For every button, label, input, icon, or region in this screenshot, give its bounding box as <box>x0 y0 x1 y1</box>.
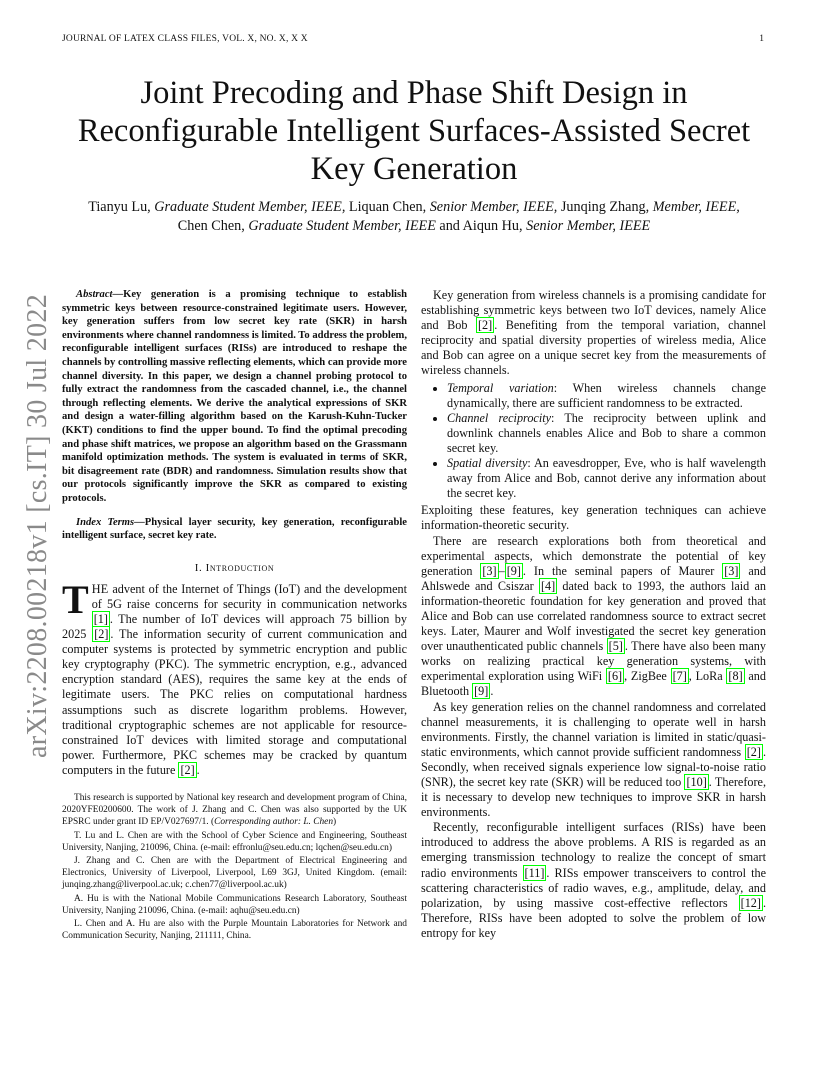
text-run: , LoRa <box>688 669 727 684</box>
citation-link[interactable]: [7] <box>672 669 687 684</box>
author-role: Senior Member, IEEE, <box>429 199 558 215</box>
abstract-text: —Key generation is a promising technique to establish symmetric keys between resource-constrained legitimate users. However, key generation suffers from low secret key rate (SKR) in harsh environments where channel randomness is limited. To address the problem, reconfigurable intelligent surfaces (RISs) are introduced to reshape the channels by controlling massive reflecting elements, which can provide more channel diversity. In this paper, we design a channel probing protocol to fully extract the randomness from the cascaded channel, i.e., the channel through reflecting elements. We derive the analytical expressions of SKR and design a water-filling algorithm based on the Karush-Kuhn-Tucker (KKT) conditions to find the upper bound. To find the optimal precoding and phase shift matrices, we propose an algorithm based on the Grassmann manifold optimization methods. The system is evaluated in terms of SKR, bit disagreement rate (BDR) and randomness. Simulation results show that our protocols significantly improve the SKR as compared to existing protocols. <box>62 289 408 504</box>
running-head: JOURNAL OF LATEX CLASS FILES, VOL. X, NO. X, X X <box>62 34 308 44</box>
list-item <box>447 411 766 456</box>
text-run: This research is supported by National key research and development program of China, 2020YFE0200600. The work of J. Zhang and C. Chen was also supported by the UK EPSRC under grant ID EP/V027697/1. ( <box>62 793 407 828</box>
citation-link[interactable]: [12] <box>740 895 761 910</box>
property-list <box>421 381 766 502</box>
text-run: . The information security of current communication and computer systems is protected by symmetric encryption and public key cryptography (PKC). The symmetric encryption, e.g., advanced encryption standard (AES), requires the same key at the ends of legitimate users. The PKC relies on computational hardness assumptions such as discrete logarithm problems. However, traditional cryptographic schemes are not applicable for resource-constrained IoT devices with limited storage and computational power. Furthermore, PKC schemes may be cracked by quantum computers in the future <box>62 627 408 777</box>
text-run: . In the seminal papers of Maurer <box>522 563 723 578</box>
page-number: 1 <box>759 34 764 44</box>
text-run: As key generation relies on the channel randomness and correlated channel measurements, it is challenging to operate well in harsh environments. Firstly, the channel variation is limited in static/quasi-static environments, which cannot provide sufficient randomness <box>421 699 766 759</box>
footnote: L. Chen and A. Hu are also with the Purple Mountain Laboratories for Network and Communication Security, Nanjing, 211111, China. <box>62 919 407 942</box>
author-role: Graduate Student Member, IEEE, <box>154 199 346 215</box>
citation-link[interactable]: [6] <box>607 669 623 684</box>
citation-link[interactable]: [2] <box>746 744 761 759</box>
text-run: . RISs empower transceivers to control the scattering characteristics of radio waves, e.g., amplitude, delay, and polarization, by using massive cost-effective reflectors <box>421 865 766 910</box>
text-run: Key generation from wireless channels is a promising candidate for establishing symmetric keys between two IoT devices, namely Alice and Bob <box>421 288 766 333</box>
text-run: . The number of IoT devices will approach 75 billion by 2025 <box>62 611 407 642</box>
author-name: Junqing Zhang, <box>557 199 653 215</box>
text-run: . <box>196 762 200 777</box>
citation-link[interactable]: [4] <box>540 578 556 593</box>
author-line <box>62 217 766 236</box>
title-line: Key Generation <box>310 151 518 187</box>
list-item-label: Temporal variation <box>447 380 554 395</box>
text-run: : The reciprocity between uplink and downlink channels enables Alice and Bob to share a common secret key. <box>447 410 766 455</box>
citation-link[interactable]: [3] <box>482 563 497 578</box>
body-paragraph <box>421 288 766 379</box>
body-paragraph <box>421 820 766 941</box>
left-column <box>62 288 407 943</box>
body-paragraph <box>421 534 766 700</box>
author-line <box>62 198 766 217</box>
text-run: , ZigBee <box>624 669 671 684</box>
text-run: ) <box>333 817 337 828</box>
list-item <box>447 381 766 411</box>
footnote: J. Zhang and C. Chen are with the Department of Electrical Engineering and Electronics, University of Liverpool, Liverpool, L69 3GJ, United Kingdom. (email: junqing.zhang@liverpool.ac.uk; c.chen77@liverpool.ac.uk) <box>62 856 407 891</box>
body-paragraph <box>421 700 766 821</box>
text-run: . Therefore, it is necessary to develop new techniques to improve SKR in harsh environments. <box>421 775 766 820</box>
citation-link[interactable]: [2] <box>180 762 195 777</box>
text-run: . Secondly, when received signals experience low signal-to-noise ratio (SNR), the secret key rate (SKR) will be reduced too <box>421 744 766 789</box>
intro-paragraph <box>62 576 408 778</box>
corresponding-author: Corresponding author: L. Chen <box>214 817 334 828</box>
citation-link[interactable]: [9] <box>474 684 489 699</box>
body-paragraph: Exploiting these features, key generation techniques can achieve information-theoretic security. <box>421 503 766 533</box>
footnotes <box>62 792 407 942</box>
abstract <box>62 288 407 506</box>
abstract-label: Abstract <box>76 289 113 300</box>
section-heading: I. Introduction <box>194 561 275 574</box>
footnote: T. Lu and L. Chen are with the School of Cyber Science and Engineering, Southeast University, Nanjing, 210096, China. (e-mail: effronlu@seu.edu.cn; lqchen@seu.edu.cn) <box>62 830 407 853</box>
intro-upper: HE <box>91 581 109 596</box>
text-run: : An eavesdropper, Eve, who is half wavelength away from Alice and Bob, cannot derive any information about the secret key. <box>447 456 766 501</box>
text-run: and Ahlswede and Csiszar <box>421 563 766 593</box>
footnote: A. Hu is with the National Mobile Communications Research Laboratory, Southeast University, Nanjing 210096, China. (e-mail: aqhu@seu.edu.cn) <box>62 893 407 916</box>
author-role: Member, IEEE, <box>652 199 740 215</box>
citation-link[interactable]: [5] <box>608 639 623 654</box>
text-run: . <box>490 684 494 699</box>
right-column <box>421 288 766 941</box>
author-name: Tianyu Lu, <box>88 199 155 215</box>
paper-title <box>62 74 766 188</box>
author-name: Chen Chen, <box>177 218 249 234</box>
text-run: : When wireless channels change dynamically, there are sufficient randomness to be extracted. <box>447 380 766 410</box>
title-line: Joint Precoding and Phase Shift Design in <box>140 75 688 111</box>
citation-link[interactable]: [8] <box>728 669 743 684</box>
author-name: and Aiqun Hu, <box>435 218 527 234</box>
citation-link[interactable]: [2] <box>94 627 109 642</box>
citation-link[interactable]: [3] <box>724 563 739 578</box>
text-run: and Bluetooth <box>421 669 766 699</box>
title-line: Reconfigurable Intelligent Surfaces-Assisted Secret <box>77 113 751 149</box>
author-role: Senior Member, IEEE <box>526 218 651 234</box>
text-run: dated back to 1993, the authors laid an information-theoretic foundation for key generation and proved that Alice and Bob can use correlated randomness source to extract secret keys. Later, Maurer and Wolf investigated the secret key generation over unauthenticated public channels <box>421 578 766 654</box>
text-run: advent of the Internet of Things (IoT) and the development of 5G raise concerns for security in communication networks <box>91 581 407 611</box>
text-run: – <box>498 563 505 578</box>
text-run: . There have also been many works on realizing practical key generation systems, with experimental exploration using WiFi <box>421 639 766 684</box>
index-terms-label: Index Terms <box>76 516 135 528</box>
text-run: . Therefore, RISs have been adopted to solve the problem of low entropy for key <box>421 895 766 940</box>
author-list <box>62 198 766 236</box>
list-item-label: Spatial diversity <box>447 456 528 471</box>
arxiv-stamp[interactable]: arXiv:2208.00218v1 [cs.IT] 30 Jul 2022 <box>22 293 53 758</box>
footnote <box>62 792 407 829</box>
author-role: Graduate Student Member, IEEE <box>248 218 436 234</box>
text-run: There are research explorations both from theoretical and experimental aspects, which demonstrate the potential of key generation <box>421 533 766 578</box>
citation-link[interactable]: [1] <box>93 611 108 626</box>
citation-link[interactable]: [9] <box>506 563 521 578</box>
list-item <box>447 456 766 501</box>
text-run: . Benefiting from the temporal variation, channel reciprocity and spatial diversity properties of wireless media, Alice and Bob can agree on a unique secret key from the measurements of wireless channels. <box>421 318 766 378</box>
text-run: Recently, reconfigurable intelligent surfaces (RISs) have been introduced to address the above problems. A RIS is regarded as an emerging transmission technology to realize the concept of smart radio environments <box>421 820 766 880</box>
citation-link[interactable]: [10] <box>686 775 707 789</box>
drop-cap: T <box>62 576 89 622</box>
citation-link[interactable]: [2] <box>477 318 493 333</box>
index-terms-text: —Physical layer security, key generation, reconfigurable intelligent surface, secret key rate. <box>62 516 407 542</box>
list-item-label: Channel reciprocity <box>447 410 552 425</box>
citation-link[interactable]: [11] <box>524 865 545 880</box>
index-terms <box>62 516 407 543</box>
author-name: Liquan Chen, <box>345 199 430 215</box>
